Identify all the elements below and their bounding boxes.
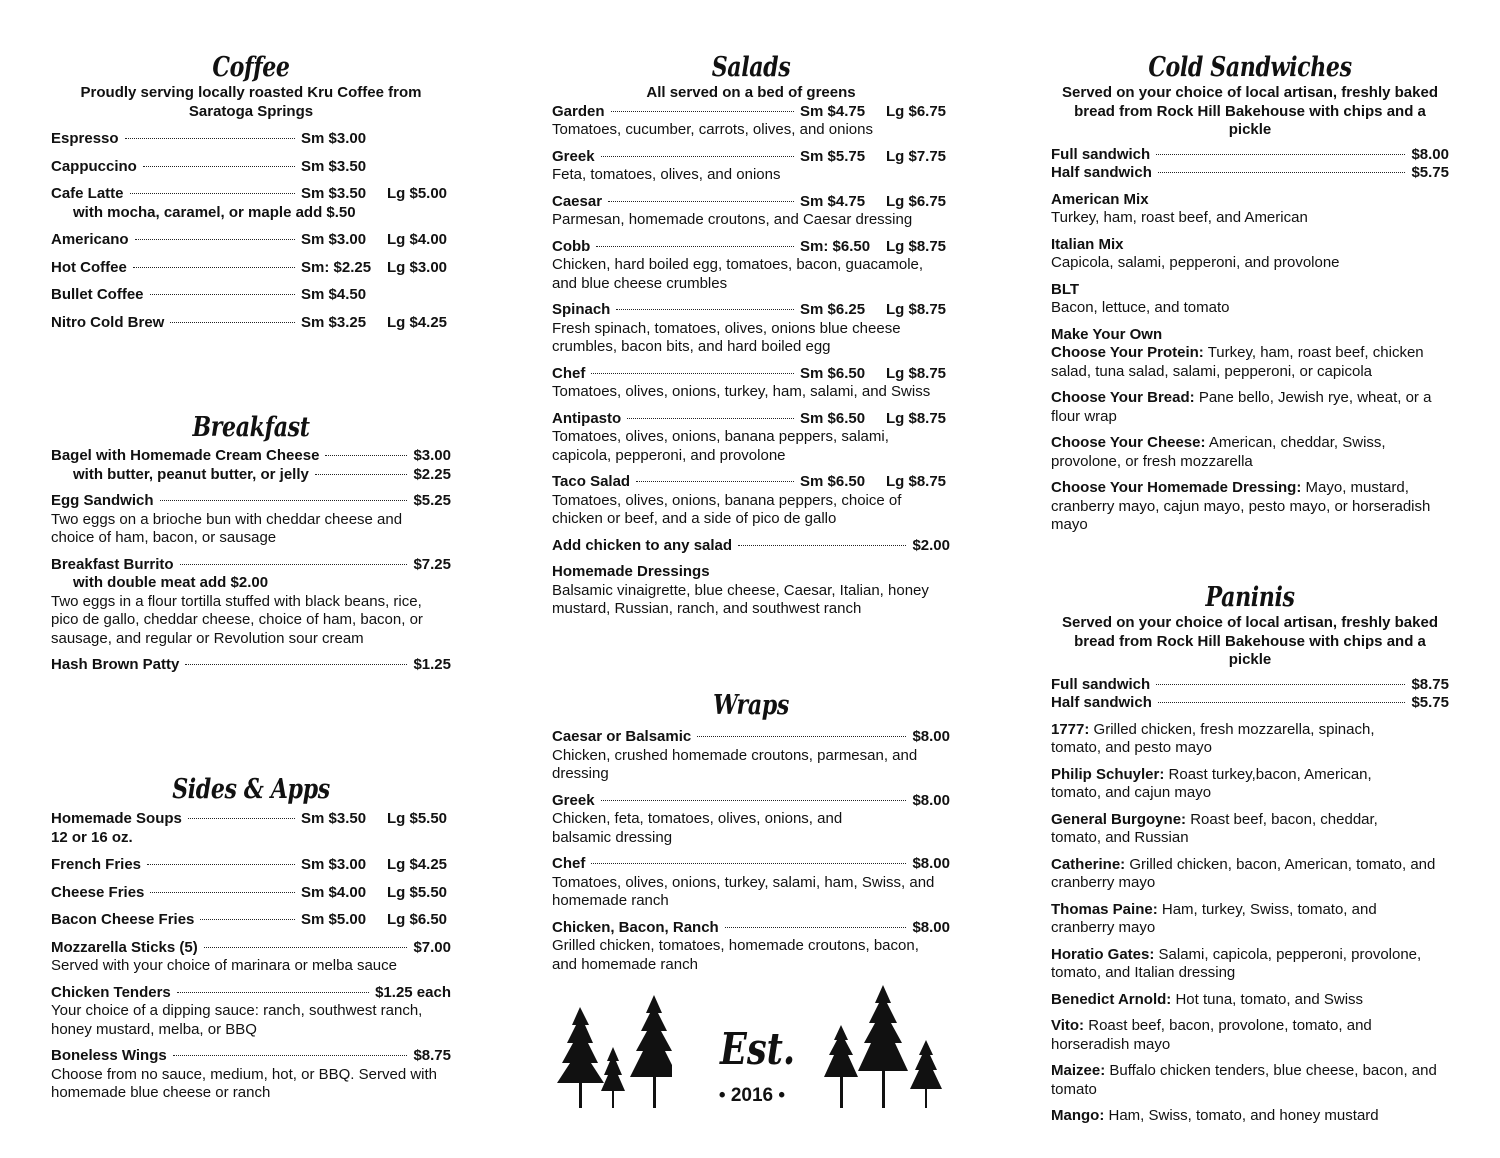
menu-item bbox=[51, 158, 451, 177]
option-text: Mayo, mustard, cranberry mayo, cajun mayo, pesto mayo, or horseradish mayo bbox=[1051, 479, 1431, 533]
sides-heading: Sides & Apps bbox=[172, 774, 330, 805]
leader-dots bbox=[200, 919, 295, 920]
item-description: Roast turkey,bacon, American, tomato, and cajun mayo bbox=[1051, 765, 1372, 801]
item-description: Tomatoes, olives, onions, turkey, ham, salami, and Swiss bbox=[552, 383, 931, 400]
leader-dots bbox=[143, 166, 295, 167]
item-name: Catherine: bbox=[1051, 855, 1126, 873]
cold-sandwiches-heading: Cold Sandwiches bbox=[1148, 52, 1352, 83]
option-text: Pane bello, Jewish rye, wheat, or a flour wrap bbox=[1051, 389, 1432, 425]
item-name: Make Your Own bbox=[1051, 325, 1163, 343]
wraps-section bbox=[552, 690, 950, 974]
leader-dots bbox=[697, 736, 906, 737]
leader-dots bbox=[601, 800, 907, 801]
menu-item bbox=[51, 884, 451, 903]
item-price: $8.75 bbox=[413, 1047, 451, 1064]
item-name: Nitro Cold Brew bbox=[51, 313, 165, 331]
item-name: Bagel with Homemade Cream Cheese bbox=[51, 447, 320, 464]
leader-dots bbox=[135, 239, 295, 240]
item-name: General Burgoyne: bbox=[1051, 810, 1187, 828]
menu-item bbox=[1051, 766, 1396, 803]
leader-dots bbox=[591, 373, 794, 374]
item-price-sm: Sm $3.50 bbox=[301, 185, 367, 202]
item-price-sm: Sm $3.00 bbox=[301, 231, 367, 248]
item-price: $7.25 bbox=[413, 555, 451, 573]
item-name: Antipasto bbox=[552, 409, 622, 427]
item-name: American Mix bbox=[1051, 190, 1149, 208]
item-name: Americano bbox=[51, 231, 129, 248]
item-name: Full sandwich bbox=[1051, 675, 1151, 693]
item-description bbox=[1051, 434, 1411, 471]
item-description: Grilled chicken, fresh mozzarella, spinach, tomato, and pesto mayo bbox=[1051, 720, 1375, 756]
salads-section bbox=[552, 52, 950, 619]
item-description: Tomatoes, olives, onions, banana peppers, salami, capicola, pepperoni, and provolone bbox=[552, 428, 889, 464]
item-description: Your choice of a dipping sauce: ranch, southwest ranch, honey mustard, melba, or BBQ bbox=[51, 1002, 423, 1038]
item-price-lg: Lg $6.75 bbox=[886, 192, 947, 210]
item-name: Cappuccino bbox=[51, 157, 137, 175]
item-price-sm: Sm $6.50 bbox=[800, 473, 866, 490]
item-description: Tomatoes, olives, onions, turkey, salami, ham, Swiss, and homemade ranch bbox=[552, 873, 935, 909]
item-name: Chef bbox=[552, 364, 586, 382]
item-name: Half sandwich bbox=[1051, 694, 1152, 711]
leader-dots bbox=[636, 481, 794, 482]
menu-item bbox=[51, 314, 451, 333]
leader-dots bbox=[125, 138, 295, 139]
menu-item bbox=[552, 563, 950, 619]
leader-dots bbox=[204, 947, 408, 948]
menu-item bbox=[1051, 236, 1449, 273]
item-price-sm: Sm $4.75 bbox=[800, 192, 866, 210]
item-name: Breakfast Burrito bbox=[51, 555, 174, 573]
menu-item bbox=[1051, 326, 1449, 382]
leader-dots bbox=[627, 418, 794, 419]
leader-dots bbox=[147, 864, 295, 865]
item-name: Half sandwich bbox=[1051, 164, 1152, 181]
item-price: $8.00 bbox=[912, 918, 950, 936]
item-price: $2.25 bbox=[413, 465, 451, 483]
menu-item bbox=[51, 185, 451, 222]
item-name: Egg Sandwich bbox=[51, 492, 154, 509]
item-name: Chicken, Bacon, Ranch bbox=[552, 918, 719, 936]
item-name: Philip Schuyler: bbox=[1051, 765, 1165, 783]
item-description: Grilled chicken, bacon, American, tomato, and cranberry mayo bbox=[1051, 855, 1436, 891]
item-note: with mocha, caramel, or maple add $.50 bbox=[73, 203, 356, 221]
menu-item bbox=[1051, 1017, 1401, 1054]
menu-item bbox=[1051, 991, 1449, 1010]
item-description: Ham, Swiss, tomato, and honey mustard bbox=[1108, 1107, 1379, 1124]
item-name: Spinach bbox=[552, 301, 611, 318]
paninis-subtitle: Served on your choice of local artisan, freshly baked bread from Rock Hill Bakehouse with chips and a pickle bbox=[1062, 614, 1438, 668]
menu-item bbox=[552, 410, 950, 466]
leader-dots bbox=[1158, 702, 1406, 703]
item-name: Cafe Latte bbox=[51, 185, 124, 202]
item-price: $8.75 bbox=[1411, 675, 1449, 693]
leader-dots bbox=[188, 818, 295, 819]
menu-item bbox=[552, 301, 950, 357]
wraps-heading: Wraps bbox=[713, 690, 789, 721]
leader-dots bbox=[173, 1055, 408, 1056]
item-name: Mango: bbox=[1051, 1107, 1105, 1124]
item-name: Thomas Paine: bbox=[1051, 900, 1158, 918]
item-name: 1777: bbox=[1051, 720, 1090, 738]
item-price-sm: Sm: $6.50 bbox=[800, 237, 871, 255]
leader-dots bbox=[1156, 154, 1405, 155]
menu-item bbox=[51, 556, 451, 649]
item-description: Ham, turkey, Swiss, tomato, and cranberry mayo bbox=[1051, 900, 1377, 936]
item-price: $8.00 bbox=[912, 791, 950, 809]
item-price: $8.00 bbox=[1411, 145, 1449, 163]
option-label: Choose Your Homemade Dressing: bbox=[1051, 479, 1302, 496]
menu-item bbox=[1051, 281, 1449, 318]
item-description: Choose from no sauce, medium, hot, or BBQ. Served with homemade blue cheese or ranch bbox=[51, 1065, 438, 1101]
option-label: Choose Your Bread: bbox=[1051, 389, 1195, 406]
breakfast-heading: Breakfast bbox=[192, 412, 310, 443]
item-price-sm: Sm $6.25 bbox=[800, 301, 866, 318]
item-description: Fresh spinach, tomatoes, olives, onions blue cheese crumbles, bacon bits, and hard boiled egg bbox=[552, 319, 901, 355]
item-price-sm: Sm: $2.25 bbox=[301, 258, 372, 276]
menu-item bbox=[1051, 191, 1449, 228]
leader-dots bbox=[150, 294, 295, 295]
item-price: $8.00 bbox=[912, 728, 950, 745]
item-price-lg: Lg $6.75 bbox=[886, 102, 947, 120]
leader-dots bbox=[596, 246, 794, 247]
item-name: Benedict Arnold: bbox=[1051, 990, 1172, 1008]
menu-item bbox=[552, 537, 950, 556]
option-label: Choose Your Protein: bbox=[1051, 344, 1204, 361]
item-name: Greek bbox=[552, 147, 595, 165]
item-price-lg: Lg $8.75 bbox=[886, 364, 947, 382]
item-name: Taco Salad bbox=[552, 473, 631, 490]
menu-item bbox=[552, 473, 950, 529]
item-name: Chef bbox=[552, 855, 586, 872]
est-year: • 2016 • bbox=[718, 1085, 786, 1106]
item-description: Two eggs on a brioche bun with cheddar cheese and choice of ham, bacon, or sausage bbox=[51, 510, 403, 546]
item-name: Hot Coffee bbox=[51, 258, 127, 276]
item-price-lg: Lg $5.00 bbox=[387, 185, 448, 202]
menu-item bbox=[51, 130, 451, 149]
leader-dots bbox=[616, 309, 794, 310]
item-name: Caesar bbox=[552, 192, 603, 210]
item-name: Boneless Wings bbox=[51, 1047, 167, 1064]
item-name: Add chicken to any salad bbox=[552, 536, 733, 554]
item-name: BLT bbox=[1051, 280, 1080, 298]
option-text: Turkey, ham, roast beef, chicken salad, tuna salad, salami, pepperoni, or capicola bbox=[1051, 344, 1424, 380]
menu-item bbox=[51, 259, 451, 278]
pine-trees-left-icon bbox=[552, 985, 672, 1110]
item-price: $5.75 bbox=[1411, 694, 1449, 711]
menu-item bbox=[51, 286, 451, 305]
item-name: Garden bbox=[552, 102, 605, 120]
coffee-section bbox=[51, 52, 451, 332]
item-name: Homemade Dressings bbox=[552, 563, 710, 580]
item-description: Capicola, salami, pepperoni, and provolone bbox=[1051, 254, 1340, 271]
item-price: $8.00 bbox=[912, 855, 950, 872]
item-price-sm: Sm $4.00 bbox=[301, 883, 367, 901]
item-name: Mozzarella Sticks (5) bbox=[51, 938, 198, 956]
menu-item bbox=[1051, 1062, 1449, 1099]
menu-item bbox=[1051, 946, 1449, 983]
item-description: Parmesan, homemade croutons, and Caesar dressing bbox=[552, 211, 913, 228]
salads-heading: Salads bbox=[711, 52, 791, 83]
item-name: Caesar or Balsamic bbox=[552, 728, 692, 745]
item-description: Salami, capicola, pepperoni, provolone, tomato, and Italian dressing bbox=[1051, 945, 1422, 981]
menu-item bbox=[1051, 901, 1401, 938]
item-description: Bacon, lettuce, and tomato bbox=[1051, 299, 1230, 316]
item-description: Grilled chicken, tomatoes, homemade croutons, bacon, and homemade ranch bbox=[552, 937, 919, 973]
cold-sandwiches-subtitle: Served on your choice of local artisan, freshly baked bread from Rock Hill Bakehouse with chips and a pickle bbox=[1062, 84, 1438, 138]
menu-item bbox=[552, 103, 950, 140]
item-price: $3.00 bbox=[413, 447, 451, 464]
leader-dots bbox=[591, 863, 906, 864]
leader-dots bbox=[325, 455, 407, 456]
item-price-lg: Lg $4.00 bbox=[387, 231, 448, 248]
item-description: Balsamic vinaigrette, blue cheese, Caesar, Italian, honey mustard, Russian, ranch, and southwest ranch bbox=[552, 581, 929, 617]
menu-item bbox=[1051, 146, 1449, 183]
menu-item bbox=[51, 656, 451, 675]
item-price-lg: Lg $8.75 bbox=[886, 301, 947, 318]
item-description: Buffalo chicken tenders, blue cheese, bacon, and tomato bbox=[1051, 1062, 1437, 1098]
item-price-sm: Sm $6.50 bbox=[800, 409, 866, 427]
item-description: Tomatoes, olives, onions, banana peppers, choice of chicken or beef, and a side of pico de gallo bbox=[552, 491, 902, 527]
menu-item bbox=[552, 238, 950, 294]
menu-item bbox=[552, 919, 950, 975]
paninis-heading: Paninis bbox=[1205, 582, 1295, 613]
item-price-sm: Sm $5.00 bbox=[301, 911, 367, 928]
paninis-section bbox=[1051, 582, 1449, 1126]
item-description: Feta, tomatoes, olives, and onions bbox=[552, 166, 781, 183]
option-label: Choose Your Cheese: bbox=[1051, 434, 1206, 451]
item-description: Roast beef, bacon, provolone, tomato, and horseradish mayo bbox=[1051, 1017, 1372, 1053]
coffee-heading: Coffee bbox=[212, 52, 290, 83]
item-price-lg: Lg $3.00 bbox=[387, 258, 448, 276]
item-name: Full sandwich bbox=[1051, 145, 1151, 163]
item-price-sm: Sm $3.00 bbox=[301, 130, 367, 147]
item-option: with butter, peanut butter, or jelly bbox=[73, 465, 309, 483]
menu-item bbox=[51, 984, 451, 1040]
item-price-sm: Sm $3.50 bbox=[301, 810, 367, 827]
item-name: Greek bbox=[552, 791, 595, 809]
item-name: Homemade Soups bbox=[51, 810, 182, 827]
leader-dots bbox=[170, 322, 295, 323]
item-price-sm: Sm $4.75 bbox=[800, 102, 866, 120]
salads-subtitle: All served on a bed of greens bbox=[646, 84, 856, 101]
item-name: Bacon Cheese Fries bbox=[51, 911, 195, 928]
leader-dots bbox=[1156, 684, 1405, 685]
item-price: $1.25 bbox=[413, 656, 451, 673]
item-price-lg: Lg $5.50 bbox=[387, 883, 448, 901]
menu-item bbox=[51, 810, 451, 847]
item-price-sm: Sm $4.50 bbox=[301, 286, 367, 303]
item-price: $7.00 bbox=[413, 938, 451, 956]
leader-dots bbox=[150, 892, 295, 893]
item-name: Italian Mix bbox=[1051, 235, 1124, 253]
item-description bbox=[1051, 344, 1449, 381]
item-description: Chicken, feta, tomatoes, olives, onions, and balsamic dressing bbox=[552, 810, 843, 846]
menu-item bbox=[552, 855, 950, 911]
menu-item bbox=[51, 911, 451, 930]
item-description: Roast beef, bacon, cheddar, tomato, and Russian bbox=[1051, 810, 1378, 846]
item-price-lg: Lg $4.25 bbox=[387, 313, 448, 331]
menu-item bbox=[51, 1047, 451, 1103]
leader-dots bbox=[180, 564, 408, 565]
leader-dots bbox=[601, 156, 794, 157]
leader-dots bbox=[608, 201, 794, 202]
menu-item bbox=[51, 492, 451, 548]
leader-dots bbox=[130, 193, 295, 194]
item-description: 12 or 16 oz. bbox=[51, 828, 133, 846]
leader-dots bbox=[1158, 172, 1406, 173]
item-price: $2.00 bbox=[912, 536, 950, 554]
menu-item bbox=[51, 939, 451, 976]
item-name: Maizee: bbox=[1051, 1062, 1106, 1079]
menu-item bbox=[552, 365, 950, 402]
item-name: Cheese Fries bbox=[51, 883, 145, 901]
item-description: Chicken, hard boiled egg, tomatoes, bacon, guacamole, and blue cheese crumbles bbox=[552, 256, 924, 292]
item-description: Hot tuna, tomato, and Swiss bbox=[1175, 990, 1364, 1008]
item-description: Turkey, ham, roast beef, and American bbox=[1051, 209, 1308, 226]
menu-item bbox=[1051, 856, 1446, 893]
leader-dots bbox=[160, 500, 408, 501]
menu-item bbox=[51, 447, 451, 484]
item-name: Vito: bbox=[1051, 1017, 1085, 1034]
menu-item bbox=[1051, 389, 1449, 426]
menu-item bbox=[1051, 479, 1449, 535]
item-description: Two eggs in a flour tortilla stuffed with black beans, rice, pico de gallo, cheddar cheese, choice of ham, bacon, or sausage, and regular or Revolution sour cream bbox=[51, 592, 423, 647]
menu-item bbox=[1051, 1107, 1449, 1126]
menu-item bbox=[51, 856, 451, 875]
sides-section bbox=[51, 774, 451, 1103]
item-price: $1.25 each bbox=[375, 983, 451, 1001]
leader-dots bbox=[315, 474, 408, 475]
item-price-sm: Sm $5.75 bbox=[800, 147, 866, 165]
item-price-sm: Sm $3.00 bbox=[301, 856, 367, 873]
leader-dots bbox=[725, 927, 907, 928]
leader-dots bbox=[611, 111, 794, 112]
item-description: Tomatoes, cucumber, carrots, olives, and onions bbox=[552, 121, 873, 138]
menu-item bbox=[1051, 811, 1406, 848]
item-price-lg: Lg $8.75 bbox=[886, 237, 947, 255]
item-price: $5.75 bbox=[1411, 164, 1449, 181]
option-text: American, cheddar, Swiss, provolone, or fresh mozzarella bbox=[1051, 434, 1386, 470]
leader-dots bbox=[738, 545, 906, 546]
item-name: Chicken Tenders bbox=[51, 983, 171, 1001]
menu-item bbox=[1051, 434, 1449, 471]
menu-item bbox=[552, 193, 950, 230]
menu-item bbox=[1051, 721, 1411, 758]
item-name: Horatio Gates: bbox=[1051, 945, 1155, 963]
item-name: Cobb bbox=[552, 237, 591, 255]
item-description: Served with your choice of marinara or melba sauce bbox=[51, 957, 397, 974]
item-price-lg: Lg $4.25 bbox=[387, 856, 448, 873]
item-price-lg: Lg $5.50 bbox=[387, 810, 448, 827]
cold-sandwiches-section bbox=[1051, 52, 1449, 535]
item-price: $5.25 bbox=[413, 492, 451, 509]
item-price-lg: Lg $8.75 bbox=[886, 409, 947, 427]
item-price-lg: Lg $6.50 bbox=[387, 911, 448, 928]
item-name: French Fries bbox=[51, 856, 142, 873]
menu-item bbox=[552, 792, 950, 848]
item-name: Espresso bbox=[51, 130, 119, 147]
coffee-subtitle: Proudly serving locally roasted Kru Coffee from Saratoga Springs bbox=[80, 84, 422, 120]
item-price-sm: Sm $3.25 bbox=[301, 313, 367, 331]
pine-trees-right-icon bbox=[820, 985, 950, 1110]
item-note: with double meat add $2.00 bbox=[73, 574, 269, 591]
item-description: Chicken, crushed homemade croutons, parmesan, and dressing bbox=[552, 746, 918, 782]
item-description bbox=[1051, 389, 1443, 426]
menu-item bbox=[1051, 676, 1449, 713]
leader-dots bbox=[133, 267, 295, 268]
item-name: Hash Brown Patty bbox=[51, 656, 180, 673]
item-name: Bullet Coffee bbox=[51, 286, 144, 303]
breakfast-section bbox=[51, 412, 451, 675]
item-price-sm: Sm $6.50 bbox=[800, 364, 866, 382]
menu-item bbox=[51, 231, 451, 250]
item-description bbox=[1051, 479, 1441, 535]
item-price-lg: Lg $7.75 bbox=[886, 147, 947, 165]
menu-item bbox=[552, 728, 950, 784]
est-text: Est. bbox=[720, 1024, 796, 1075]
menu-item bbox=[552, 148, 950, 185]
item-price-sm: Sm $3.50 bbox=[301, 157, 367, 175]
est-logo bbox=[552, 985, 950, 1110]
leader-dots bbox=[177, 992, 369, 993]
leader-dots bbox=[185, 664, 407, 665]
item-price-lg: Lg $8.75 bbox=[886, 473, 947, 490]
